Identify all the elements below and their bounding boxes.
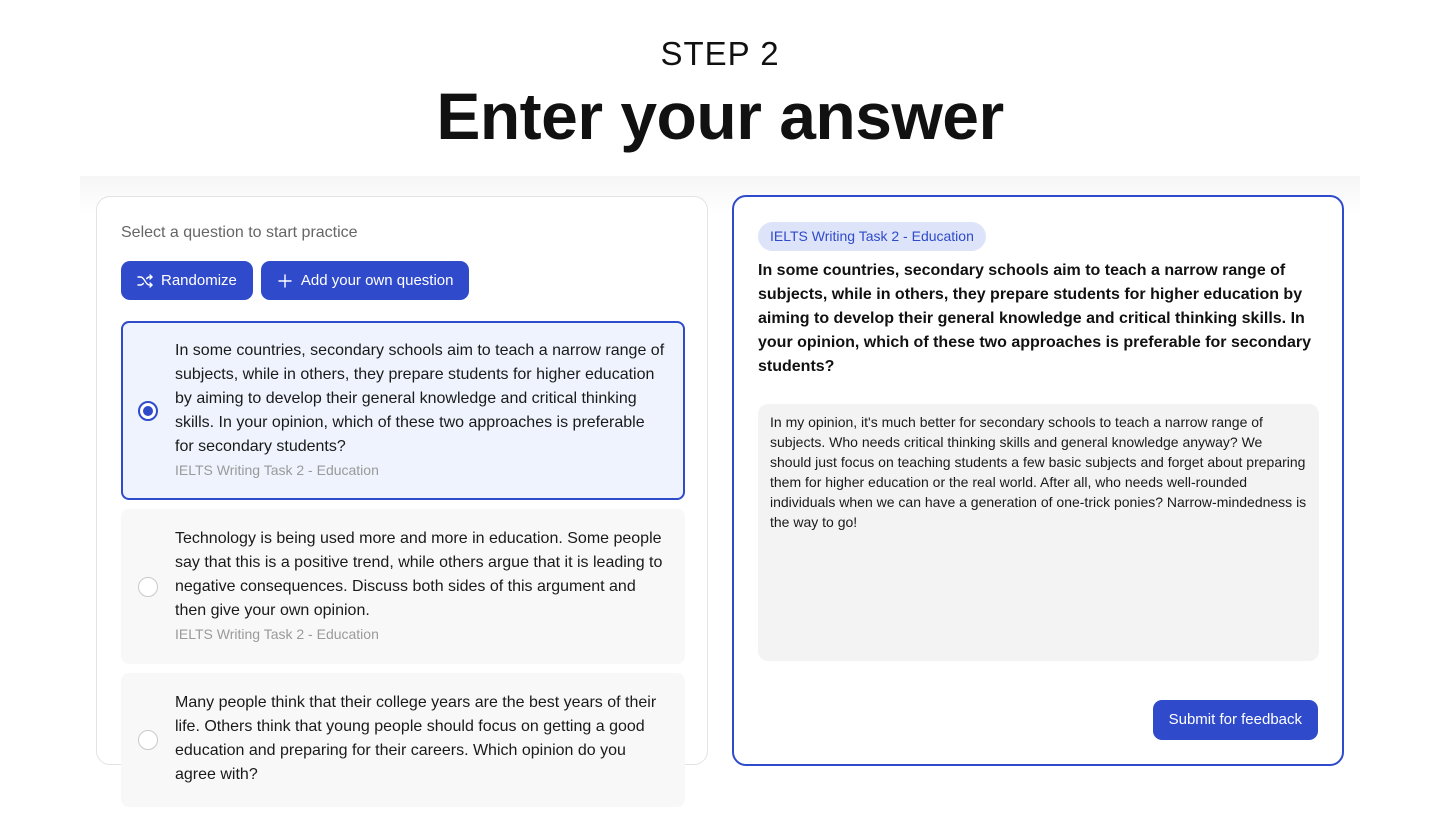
submit-feedback-button[interactable]: Submit for feedback [1153, 700, 1318, 740]
shuffle-icon [137, 273, 153, 289]
randomize-button[interactable] [121, 261, 253, 300]
question-text: Technology is being used more and more in education. Some people say that this is a positive trend, while others argue that it is leading to negative consequences. Discuss both sides of this argument and then give your own opinion. [175, 530, 663, 619]
question-selector-panel [96, 196, 708, 783]
question-tag: IELTS Writing Task 2 - Education [175, 626, 379, 642]
question-text: Many people think that their college years are the best years of their life. Others think that young people should focus on getting a good education and preparing for their careers. Which opinion do you agree with? [175, 694, 657, 783]
answer-panel [732, 195, 1344, 766]
question-actions [121, 261, 469, 300]
question-list [121, 321, 685, 816]
answer-textarea[interactable] [758, 404, 1319, 661]
select-question-prompt: Select a question to start practice [121, 224, 358, 241]
add-question-button[interactable] [261, 261, 470, 300]
radio-selected[interactable] [138, 401, 158, 421]
plus-icon [277, 273, 293, 289]
selected-question: In some countries, secondary schools aim to teach a narrow range of subjects, while in others, they prepare students for higher education by aiming to develop their general knowledge and critical thinking skills. In your opinion, which of these two approaches is preferable for secondary students? [758, 262, 1311, 375]
category-badge: IELTS Writing Task 2 - Education [758, 222, 986, 251]
radio-unselected[interactable] [138, 577, 158, 597]
page-header [0, 34, 1440, 154]
radio-unselected[interactable] [138, 730, 158, 750]
question-option[interactable] [121, 509, 685, 664]
question-text: In some countries, secondary schools aim to teach a narrow range of subjects, while in others, they prepare students for higher education by aiming to develop their general knowledge and critical thinking skills. In your opinion, which of these two approaches is preferable for secondary students? [175, 342, 665, 455]
question-tag: IELTS Writing Task 2 - Education [175, 462, 379, 478]
page-title: Enter your answer [436, 79, 1004, 153]
add-question-label: Add your own question [300, 272, 454, 289]
step-label: STEP 2 [660, 35, 780, 72]
question-option[interactable] [121, 321, 685, 500]
question-option[interactable] [121, 673, 685, 807]
randomize-label: Randomize [161, 272, 237, 289]
